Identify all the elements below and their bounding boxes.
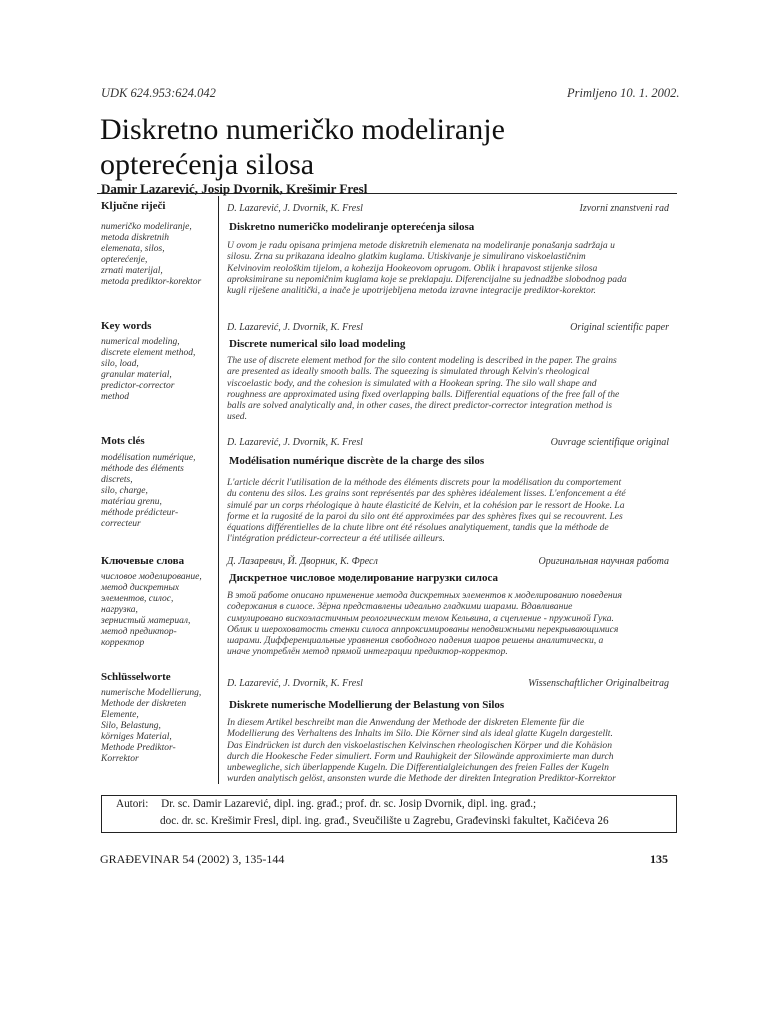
paper-title: [100, 112, 700, 182]
keywords-list-en: [101, 337, 213, 403]
keyword: matériau grenu,: [101, 497, 162, 507]
keyword: зернистый материал,: [101, 616, 191, 626]
top-divider: [97, 193, 677, 194]
udk-code: UDK 624.953:624.042: [101, 86, 216, 100]
abstract-title-en: Discrete numerical silo load modeling: [229, 338, 406, 350]
keyword: метод дискретных: [101, 583, 180, 593]
keyword: корректор: [101, 638, 145, 648]
keywords-heading-fr: Mots clés: [101, 435, 145, 447]
keyword: méthode des éléments: [101, 464, 184, 474]
paper-type: Оригинальная научная работа: [538, 556, 669, 567]
abstract-line: U ovom je radu opisana primjena metode diskretnih elemenata na modeliranje ponašanja sadržaja u: [227, 240, 615, 251]
abstract-line: Облик и шероховатость стенки силоса аппроксимированы неподвижными перекрывающимися: [227, 623, 619, 635]
authors-line: Damir Lazarević, Josip Dvornik, Krešimir Fresl: [101, 181, 368, 196]
keyword: numerische Modellierung,: [101, 688, 202, 698]
keyword: method: [101, 392, 129, 402]
authors-box-text-1: Dr. sc. Damir Lazarević, dipl. ing. građ.; prof. dr. sc. Josip Dvornik, dipl. ing. građ.;: [161, 798, 537, 810]
abstract-line: viscoelastic body, and the cohesion is simulated with a Hookean spring. The silo wall shape and: [227, 377, 597, 389]
keyword: correcteur: [101, 519, 141, 529]
abstract-title-ru: Дискретное числовое моделирование нагрузки силоса: [229, 572, 498, 584]
abstract-line: durch die Hookesche Feder simuliert. Form und Rauhigkeit der Silowände approximierte man durch: [227, 750, 614, 762]
journal-citation: GRAĐEVINAR 54 (2002) 3, 135-144: [100, 852, 285, 866]
keyword: metoda diskretnih: [101, 233, 169, 243]
abstract-authors: D. Lazarević, J. Dvornik, K. Fresl: [227, 203, 363, 214]
keywords-list-de: [101, 688, 213, 765]
paper-type: Wissenschaftlicher Originalbeitrag: [528, 678, 669, 689]
abstract-line: l'intégration prédicteur-correcteur a été utilisée ailleurs.: [227, 533, 445, 545]
abstract-line: содержания в силосе. Зёрна представлены идеально гладкими шарами. Вдавливание: [227, 601, 573, 613]
keyword: körniges Material,: [101, 732, 172, 742]
abstract-line: used.: [227, 411, 247, 423]
abstract-body-fr: [227, 477, 669, 545]
keywords-heading-hr: Ključne riječi: [101, 200, 166, 212]
keywords-list-hr: [101, 222, 213, 288]
abstract-line: Modellierung des Verhaltens des Inhalts im Silo. Die Körner sind als ideal glatte Kugeln dargestellt.: [227, 728, 613, 740]
keywords-heading-en: Key words: [101, 320, 152, 332]
abstract-body-hr: [227, 240, 669, 296]
abstract-line: иначе употреблён метод прямой интеграции предиктор-корректор.: [227, 646, 508, 658]
abstract-body-de: [227, 717, 669, 785]
paper-type: Ouvrage scientifique original: [550, 437, 669, 448]
abstract-line: Das Eindrücken ist durch den viskoelastischen Kelvinschen rheologischen Körper und die Kohäsion: [227, 739, 613, 751]
paper-type: Original scientific paper: [570, 322, 669, 333]
keywords-list-fr: [101, 453, 213, 530]
paper-title-line-1: Diskretno numeričko modeliranje: [100, 113, 505, 146]
keyword: Methode Prediktor-: [101, 743, 176, 753]
keyword: Methode der diskreten: [101, 699, 187, 709]
keyword: numerical modeling,: [101, 337, 180, 347]
abstract-line: forme et la rugosité de la paroi du silo ont été approximées par des sphères fixes qui se recouvrent. Les: [227, 510, 623, 522]
authors-box: [101, 795, 677, 833]
authors-box-line-1: [116, 798, 536, 810]
keyword: discrets,: [101, 475, 133, 485]
abstract-line: L'article décrit l'utilisation de la méthode des éléments discrets pour la modélisation du comportement: [227, 477, 622, 488]
keyword: нагрузка,: [101, 605, 138, 615]
keyword: метод предиктор-: [101, 627, 177, 637]
abstract-line: kugli riješene analitički, a inače je upotrijebljena metoda izravne integracije prediktor-korektor.: [227, 285, 596, 297]
keyword: Silo, Belastung,: [101, 721, 161, 731]
received-date: Primljeno 10. 1. 2002.: [567, 86, 680, 100]
abstract-authors: D. Lazarević, J. Dvornik, K. Fresl: [227, 437, 363, 448]
abstract-line: Kelvinovim reološkim tijelom, a kohezija Hookeovom oprugom. Oblik i hrapavost stijenke silosa: [227, 262, 598, 274]
keyword: silo, load,: [101, 359, 139, 369]
keyword: modélisation numérique,: [101, 453, 196, 463]
keyword: elemenata, silos,: [101, 244, 165, 254]
abstract-title-de: Diskrete numerische Modellierung der Belastung von Silos: [229, 699, 505, 711]
keywords-list-ru: [101, 572, 213, 649]
abstract-line: are presented as ideally smooth balls. The squeezing is simulated through Kelvin's rheological: [227, 366, 590, 378]
abstract-line: The use of discrete element method for the silo content modeling is described in the paper. The grains: [227, 355, 617, 366]
abstract-line: В этой работе описано применение метода дискретных элементов к моделированию поведения: [227, 590, 622, 601]
abstract-line: simulé par un corps rhéologique à haute élasticité de Kelvin, et la cohésion par le ressort de Hooke. La: [227, 499, 625, 511]
column-divider: [218, 196, 219, 784]
abstract-body-en: [227, 355, 669, 423]
keyword: zrnati materijal,: [101, 266, 163, 276]
keyword: granular material,: [101, 370, 172, 380]
abstract-line: silosu. Zrna su prikazana idealno glatkim kuglama. Utiskivanje je simulirano viskoelastičnim: [227, 251, 586, 263]
abstract-line: unbewegliche, sich überlappende Kugeln. Die Differentialgleichungen des freien Falles der Kugeln: [227, 762, 609, 774]
keyword: opterećenje,: [101, 255, 148, 265]
abstract-line: roughness are approximated using fixed overlapping balls. Differential equations of the free fall of the: [227, 388, 620, 400]
keyword: méthode prédicteur-: [101, 508, 179, 518]
abstract-line: aproksimirane su nepomičnim kuglama koje se preklapaju. Diferencijalne su jednadžbe slobodnog pada: [227, 273, 627, 285]
keywords-heading-ru: Ключевые слова: [101, 555, 185, 567]
abstract-line: In diesem Artikel beschreibt man die Anwendung der Methode der diskreten Elemente für die: [227, 717, 585, 728]
keyword: predictor-corrector: [101, 381, 175, 391]
abstract-line: wurden analytisch gelöst, ansonsten wurde die Methode der direkten Integration Prediktor-Korrektor: [227, 773, 616, 785]
abstract-title-fr: Modélisation numérique discrète de la charge des silos: [229, 455, 485, 467]
authors-box-line-2: doc. dr. sc. Krešimir Fresl, dipl. ing. građ., Sveučilište u Zagrebu, Građevinski fakultet, Kačićeva 26: [160, 815, 609, 827]
abstract-authors: Д. Лазаревич, Й. Дворник, К. Фресл: [227, 556, 378, 567]
keyword: Korrektor: [101, 754, 139, 764]
paper-type: Izvorni znanstveni rad: [579, 203, 669, 214]
keyword: metoda prediktor-korektor: [101, 277, 202, 287]
abstract-line: balls are solved analytically and, in other cases, the direct predictor-corrector integration method is: [227, 400, 612, 412]
keywords-heading-de: Schlüsselworte: [101, 671, 171, 683]
keyword: Elemente,: [101, 710, 139, 720]
authors-box-label: Autori:: [116, 798, 149, 810]
abstract-authors: D. Lazarević, J. Dvornik, K. Fresl: [227, 678, 363, 689]
keyword: элементов, силос,: [101, 594, 174, 604]
abstract-authors: D. Lazarević, J. Dvornik, K. Fresl: [227, 322, 363, 333]
abstract-line: du contenu des silos. Les grains sont représentés par des sphères idéalement lisses. L'enfoncement a été: [227, 488, 626, 500]
page-number: 135: [650, 852, 668, 866]
abstract-line: симулировано вискоэластичным реологическим телом Кельвина, а сцепление - пружиной Гука.: [227, 612, 614, 624]
abstract-title-hr: Diskretno numeričko modeliranje opterećenja silosa: [229, 221, 475, 233]
keyword: silo, charge,: [101, 486, 148, 496]
keyword: числовое моделирование,: [101, 572, 202, 582]
keyword: numeričko modeliranje,: [101, 222, 192, 232]
keyword: discrete element method,: [101, 348, 196, 358]
abstract-line: шарами. Дифференциальные уравнения свободного падения шаров решены аналитически, а: [227, 635, 604, 647]
abstract-body-ru: [227, 590, 669, 658]
abstract-line: équations différentielles de la chute libre ont été résolues analytiquement, tandis que la méthode de: [227, 522, 609, 534]
paper-title-line-2: opterećenja silosa: [100, 148, 315, 181]
